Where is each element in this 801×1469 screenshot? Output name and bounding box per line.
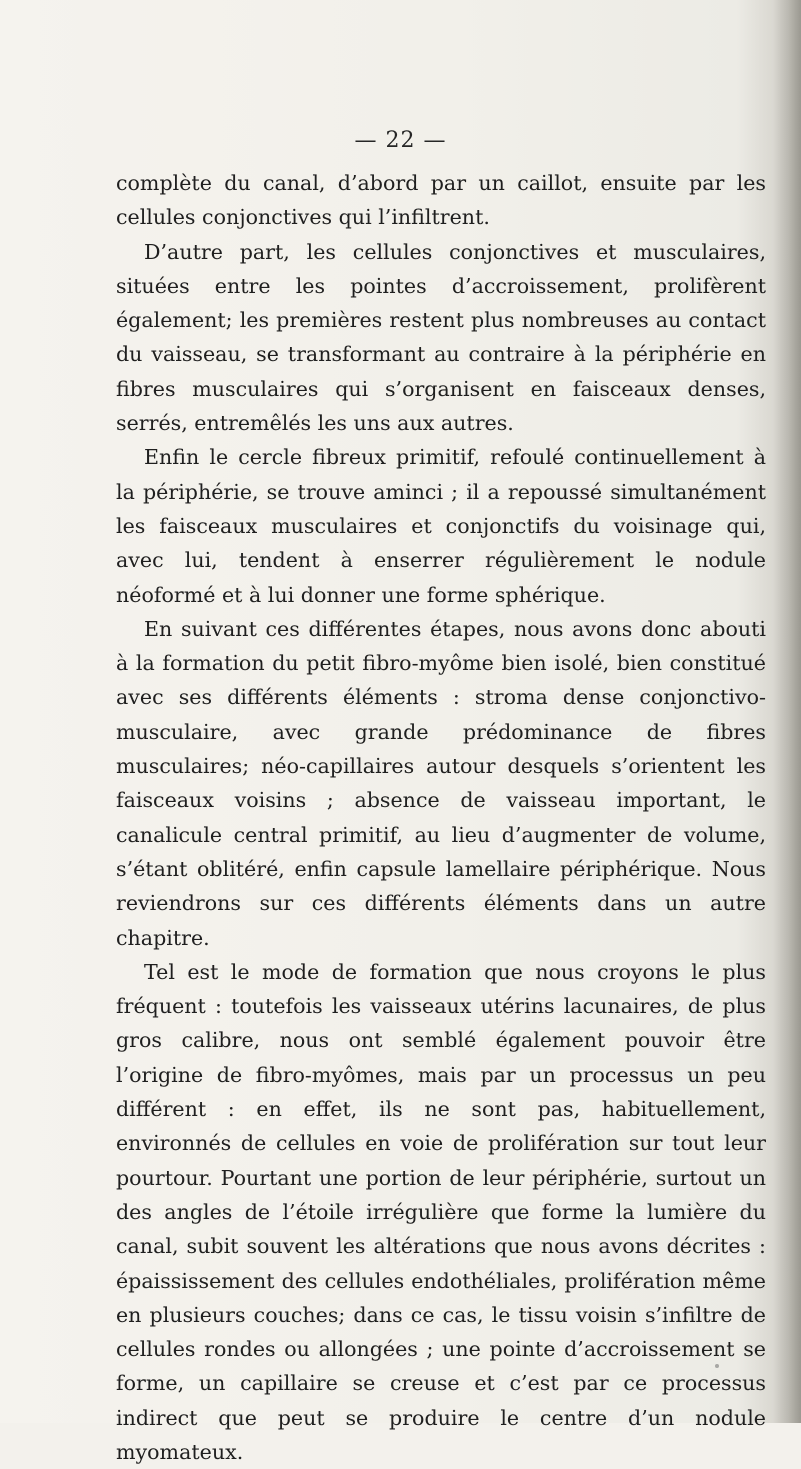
paper-speck xyxy=(715,1364,719,1368)
page-edge-shadow xyxy=(773,0,801,1423)
paragraph-1: complète du canal, d’abord par un caillot, ensuite par les cellules conjonctives qui l’infiltrent. xyxy=(116,171,766,230)
paragraph-4: En suivant ces différentes étapes, nous avons donc abouti à la formation du petit fibro-myôme bien isolé, bien constitué avec ses différents éléments : stroma dense conjonctivo-musculaire, avec grande prédominance de fibres musculaires; néo-capillaires autour desquels s’orientent les faisceaux voisins ; absence de vaisseau important, le canalicule central primitif, au lieu d’augmenter de volume, s’étant oblitéré, enfin capsule lamellaire périphérique. Nous reviendrons sur ces différents éléments dans un autre chapitre. xyxy=(116,616,766,950)
paragraph-3: Enfin le cercle fibreux primitif, refoulé continuellement à la périphérie, se trouve aminci ; il a repoussé simultanément les faisceaux musculaires et conjonctifs du voisinage qui, avec lui, tendent à enserrer régulièrement le nodule néoformé et à lui donner une forme sphérique. xyxy=(116,445,766,607)
paragraph-5: Tel est le mode de formation que nous croyons le plus fréquent : toutefois les vaisseaux utérins lacunaires, de plus gros calibre, nous ont semblé également pouvoir être l’origine de fibro-myômes, mais par un processus un peu différent : en effet, ils ne sont pas, habituellement, environnés de cellules en voie de prolifération sur tout leur pourtour. Pourtant une portion de leur périphérie, surtout un des angles de l’étoile irrégulière que forme la lumière du canal, subit souvent les altérations que nous avons décrites : épaississement des cellules endothéliales, prolifération même en plusieurs couches; dans ce cas, le tissu voisin s’infiltre de cellules rondes ou allongées ; une pointe d’accroissement se forme, un capillaire se creuse et c’est par ce processus indirect que peut se produire le centre d’un nodule myomateux. xyxy=(116,959,766,1464)
body-text xyxy=(116,166,766,1469)
paragraph-2: D’autre part, les cellules conjonctives et musculaires, situées entre les pointes d’accroissement, prolifèrent également; les premières restent plus nombreuses au contact du vaisseau, se transformant au contraire à la périphérie en fibres musculaires qui s’organisent en faisceaux denses, serrés, entremêlés les uns aux autres. xyxy=(116,239,766,436)
page-number: — 22 — xyxy=(354,128,447,153)
